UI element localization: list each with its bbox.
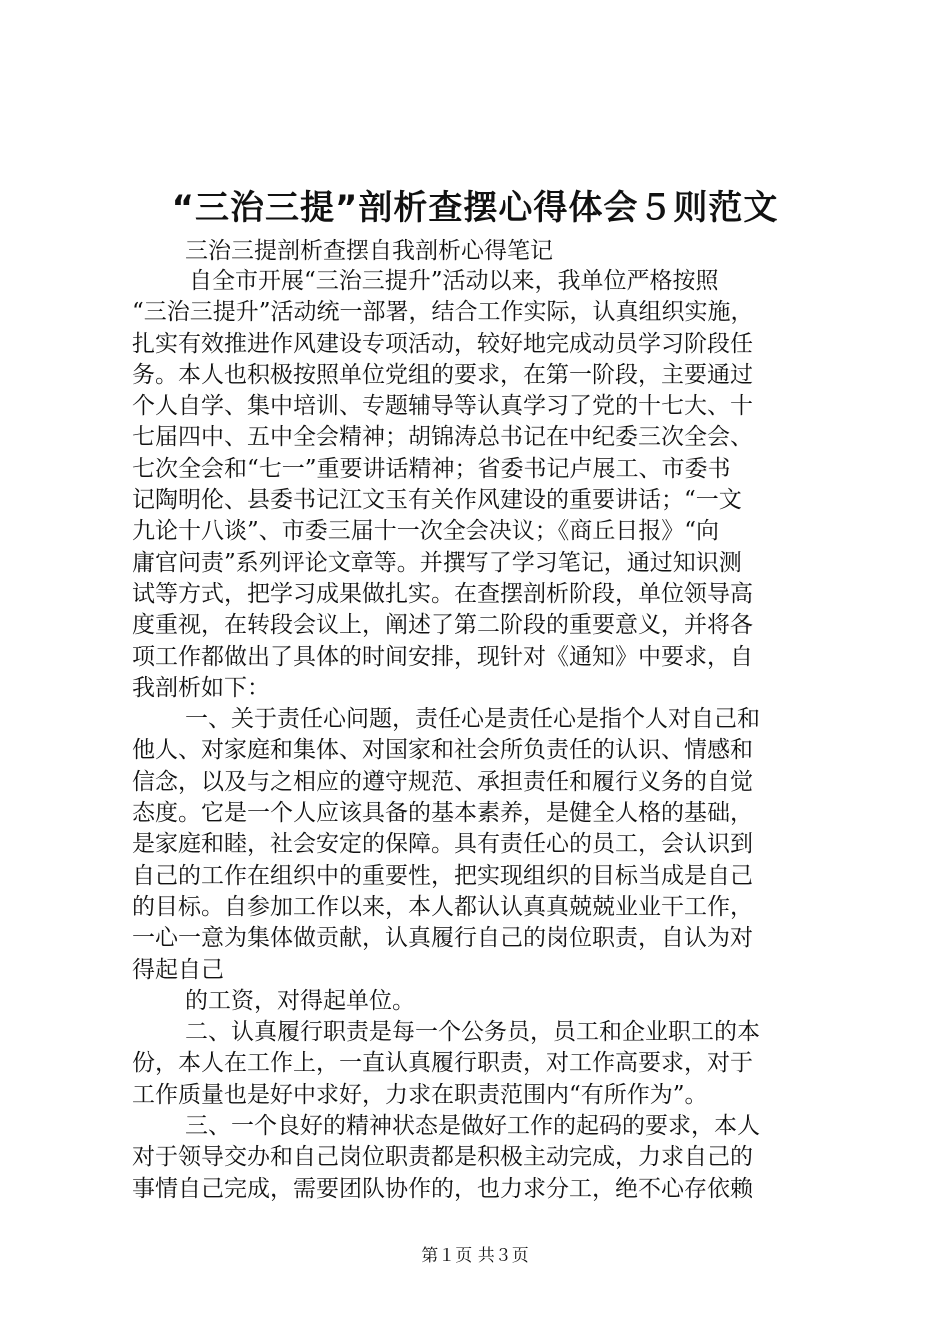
paragraph-line: 信念，以及与之相应的遵守规范、承担责任和履行义务的自觉 (132, 768, 753, 795)
document-subtitle: 三治三提剖析查摆自我剖析心得笔记 (185, 238, 553, 264)
paragraph-line: 自全市开展“三治三提升”活动以来，我单位严格按照 (189, 268, 719, 294)
paragraph-line: 项工作都做出了具体的时间安排，现针对《通知》中要求，自 (132, 643, 753, 670)
document-body (132, 266, 832, 1205)
paragraph-line: 扎实有效推进作风建设专项活动，较好地完成动员学习阶段任 (132, 330, 753, 357)
paragraph-line: 七次全会和“七一”重要讲话精神；省委书记卢展工、市委书 (132, 455, 731, 482)
paragraph-line: 对于领导交办和自己岗位职责都是积极主动完成，力求自己的 (132, 1144, 753, 1171)
paragraph-line: 工作质量也是好中求好，力求在职责范围内“有所作为”。 (132, 1081, 708, 1108)
page-footer: 第１页 共３页 (421, 1246, 529, 1266)
paragraph-line: 我剖析如下： (132, 674, 270, 701)
paragraph-line: 自己的工作在组织中的重要性，把实现组织的目标当成是自己 (132, 862, 753, 889)
paragraph-line: 务。本人也积极按照单位党组的要求，在第一阶段，主要通过 (132, 361, 753, 388)
paragraph-line: 试等方式，把学习成果做扎实。在查摆剖析阶段，单位领导高 (132, 580, 753, 607)
paragraph-line: 份，本人在工作上，一直认真履行职责，对工作高要求，对于 (132, 1050, 753, 1077)
paragraph-line: 记陶明伦、县委书记江文玉有关作风建设的重要讲话；“一文 (132, 487, 742, 514)
paragraph-line: 个人自学、集中培训、专题辅导等认真学习了党的十七大、十 (132, 393, 753, 420)
paragraph-line: 事情自己完成，需要团队协作的，也力求分工，绝不心存依赖 (132, 1175, 753, 1202)
paragraph-line: 他人、对家庭和集体、对国家和社会所负责任的认识、情感和 (132, 737, 753, 764)
paragraph-line: 度重视，在转段会议上，阐述了第二阶段的重要意义，并将各 (132, 612, 753, 639)
paragraph-line: 九论十八谈”、市委三届十一次全会决议；《商丘日报》“向 (132, 518, 720, 545)
paragraph-line: 一、关于责任心问题，责任心是责任心是指个人对自己和 (185, 706, 760, 733)
paragraph-line: 的工资，对得起单位。 (185, 987, 415, 1014)
document-title: “三治三提”剖析查摆心得体会５则范文 (171, 188, 779, 228)
paragraph-line: 一心一意为集体做贡献，认真履行自己的岗位职责，自认为对 (132, 925, 753, 952)
paragraph-line: 庸官问责”系列评论文章等。并撰写了学习笔记，通过知识测 (132, 549, 742, 576)
paragraph-line: “三治三提升”活动统一部署，结合工作实际，认真组织实施， (132, 299, 754, 326)
paragraph-line: 得起自己 (132, 956, 224, 983)
paragraph-line: 态度。它是一个人应该具备的基本素养，是健全人格的基础， (132, 800, 753, 827)
paragraph-line: 七届四中、五中全会精神；胡锦涛总书记在中纪委三次全会、 (132, 424, 753, 451)
paragraph-line: 的目标。自参加工作以来，本人都认认真真兢兢业业干工作， (132, 893, 753, 920)
paragraph-line: 是家庭和睦，社会安定的保障。具有责任心的员工，会认识到 (132, 831, 753, 858)
paragraph-line: 二、认真履行职责是每一个公务员，员工和企业职工的本 (185, 1019, 760, 1046)
paragraph-line: 三、一个良好的精神状态是做好工作的起码的要求，本人 (185, 1113, 760, 1140)
